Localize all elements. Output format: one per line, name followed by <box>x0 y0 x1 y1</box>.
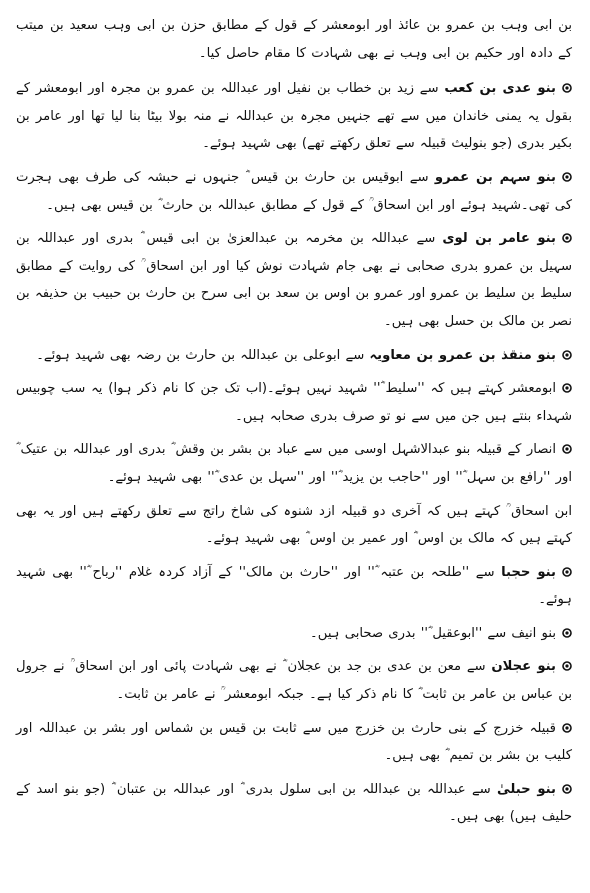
paragraph-bani-munqidh <box>16 342 572 370</box>
paragraph-heading: بنو منقذ بن عمرو بن معاویہ <box>369 347 556 363</box>
bullet-icon <box>562 172 572 182</box>
paragraph-heading: بنو عجلان <box>491 659 556 675</box>
paragraph-text: سے زید بن خطاب بن نفیل اور عبداللہ بن عمرو بن مجرہ اور ابومعشر کے بقول یہ یمنی خاندان میں سے تھے جنہیں مجرہ بن عبداللہ نے منہ بولا بیٹا بنا لیا تھا اور عامر بن بکیر بدری (جو بنولیث قبیلہ سے تعلق رکھتے تھے) بھی شہید ہوئے۔ <box>16 81 572 152</box>
paragraph-text: سے عبداللہ بن عبداللہ بن ابی سلول بدری ؓ اور عبداللہ بن عتبان ؓ (جو بنو اسد کے حلیف ہیں) بھی ہیں۔ <box>16 781 572 825</box>
paragraph-abu-mashar <box>16 375 572 430</box>
paragraph-ansar <box>16 436 572 491</box>
paragraph-intro <box>16 12 572 67</box>
paragraph-heading: بنو حبلیٰ <box>497 781 556 797</box>
paragraph-text: ابن اسحاق ؒ کہتے ہیں کہ آخری دو قبیلہ ازد شنوہ کی شاخ راتج سے تعلق رکھتے ہیں اور یہ بھی کہتے ہیں کہ مالک بن اوس ؓ اور عمیر بن اوس ؓ بھی شہید ہوئے۔ <box>16 503 572 547</box>
paragraph-text: بنو انیف سے ''ابوعقیل ؓ'' بدری صحابی ہیں۔ <box>310 625 556 641</box>
bullet-icon <box>562 444 572 454</box>
paragraph-text: بن ابی وہب بن عمرو بن عائذ اور ابومعشر کے قول کے مطابق حزن بن ابی وہب سعید بن میتب کے دادہ اور حکیم بن ابی وہب نے بھی شہادت کا مقام حاصل کیا۔ <box>16 18 572 61</box>
bullet-icon <box>562 383 572 393</box>
bullet-icon <box>562 628 572 638</box>
bullet-icon <box>562 567 572 577</box>
paragraph-bani-hajaba <box>16 559 572 614</box>
bullet-icon <box>562 784 572 794</box>
bullet-icon <box>562 83 572 93</box>
bullet-icon <box>562 661 572 671</box>
paragraph-bani-sahm <box>16 164 572 219</box>
paragraph-heading: بنو عامر بن لوی <box>442 231 556 247</box>
bullet-icon <box>562 233 572 243</box>
paragraph-bani-amir <box>16 225 572 335</box>
paragraph-text: سے ''طلحہ بن عتبہ ؓ'' اور ''حارث بن مالک'' کے آزاد کردہ غلام ''رباح ؓ'' بھی شہید ہوئے۔ <box>16 564 572 608</box>
paragraph-heading: بنو حجبا <box>501 564 556 580</box>
bullet-icon <box>562 723 572 733</box>
paragraph-heading: بنو سہم بن عمرو <box>434 169 557 185</box>
paragraph-heading: بنو عدی بن کعب <box>444 81 556 97</box>
paragraph-text: سے معن بن عدی بن جد بن عجلان ؓ نے بھی شہادت پائی اور ابن اسحاق ؒ نے جرول بن عباس بن عامر بن ثابت ؓ کا نام ذکر کیا ہے۔ جبکہ ابومعشر ؒ نے عامر بن ثابت۔ <box>16 659 572 703</box>
bullet-icon <box>562 350 572 360</box>
paragraph-text: سے ابوعلی بن عبداللہ بن حارث بن رضہ بھی شہید ہوئے۔ <box>36 347 370 363</box>
paragraph-bani-ajlan <box>16 653 572 708</box>
paragraph-text: ابومعشر کہتے ہیں کہ ''سلیط ؓ'' شہید نہیں ہوئے۔(اب تک جن کا نام ذکر ہوا) یہ سب چوبیس شہداء بنتے ہیں جن میں سے نو تو صرف بدری صحابہ ہیں۔ <box>16 381 572 424</box>
paragraph-bani-unaif <box>16 620 572 648</box>
paragraph-bani-adi <box>16 75 572 158</box>
paragraph-khazraj <box>16 715 572 770</box>
paragraph-text: سے ابوقیس بن حارث بن قیس ؓ جنہوں نے حبشہ کی طرف بھی ہجرت کی تھی۔شہید ہوئے اور ابن اسحاق ؒ کے قول کے مطابق عبداللہ بن حارث ؓ بن قیس بھی ہیں۔ <box>16 169 572 213</box>
paragraph-text: قبیلہ خزرج کے بنی حارث بن خزرج میں سے ثابت بن قیس بن شماس اور بشر بن عبداللہ اور کلیب بن بشر بن تمیم ؓ بھی ہیں۔ <box>16 720 572 764</box>
paragraph-text: سے عبداللہ بن مخرمہ بن عبدالعزیٰ بن ابی قیس ؓ بدری اور عبداللہ بن سہیل بن عمرو بدری صحابی نے بھی جام شہادت نوش کیا اور ابن اسحاق ؒ کی روایت کے مطابق سلیط بن سلیط بن عمرو اور عمرو بن اوس بن سعد بن ابی سرح بن حارث بن حبیب بن حذیفہ بن نصر بن مالک بن حسل بھی ہیں۔ <box>16 231 572 329</box>
paragraph-text: انصار کے قبیلہ بنو عبدالاشہل اوسی میں سے عباد بن بشر بن وقش ؓ بدری اور عبداللہ بن عتیک ؓ اور ''رافع بن سہل ؓ'' اور ''حاجب بن یزید ؓ'' اور ''سہل بن عدی ؓ'' بھی شہید ہوئے۔ <box>16 442 572 485</box>
paragraph-bani-hubla <box>16 776 572 831</box>
paragraph-ibn-ishaq <box>16 498 572 553</box>
